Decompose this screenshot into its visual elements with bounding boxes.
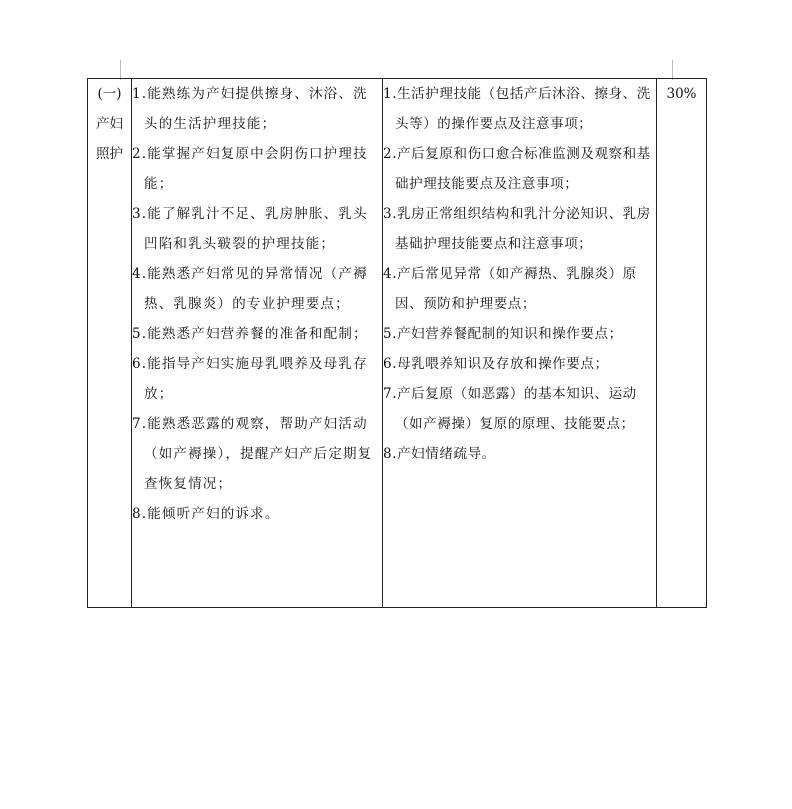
skill-item-8: 8.能倾听产妇的诉求。: [132, 506, 280, 522]
weight-value: 30%: [666, 86, 697, 102]
weight-cell: [657, 79, 707, 608]
skill-item-1: 1.能熟练为产妇提供擦身、沐浴、洗头的生活护理技能；: [132, 86, 368, 132]
table-row: [88, 79, 707, 608]
category-name-line-2: 照护: [96, 146, 123, 162]
skill-item-4: 4.能熟悉产妇常见的异常情况（产褥热、乳腺炎）的专业护理要点；: [132, 266, 368, 312]
skill-requirements-cell: [132, 79, 383, 608]
knowledge-item-7: 7.产后复原（如恶露）的基本知识、运动（如产褥操）复原的原理、技能要点；: [383, 386, 637, 432]
skill-item-3: 3.能了解乳汁不足、乳房肿胀、乳头凹陷和乳头皲裂的护理技能；: [132, 206, 368, 252]
knowledge-item-6: 6.母乳喂养知识及存放和操作要点；: [383, 356, 609, 372]
skill-item-6: 6.能指导产妇实施母乳喂养及母乳存放；: [132, 356, 368, 402]
category-number: (一): [97, 86, 122, 102]
crop-mark-right-vertical: [672, 60, 673, 80]
training-content-table: [87, 78, 707, 608]
skill-item-5: 5.能熟悉产妇营养餐的准备和配制；: [132, 326, 368, 342]
knowledge-item-4: 4.产后常见异常（如产褥热、乳腺炎）原因、预防和护理要点；: [383, 266, 637, 312]
knowledge-item-8: 8.产妇情绪疏导。: [383, 446, 496, 462]
skill-item-7: 7.能熟悉恶露的观察，帮助产妇活动（如产褥操），提醒产妇产后定期复查恢复情况；: [132, 416, 373, 492]
knowledge-item-5: 5.产妇营养餐配制的知识和操作要点；: [383, 326, 623, 342]
skill-item-2: 2.能掌握产妇复原中会阴伤口护理技能；: [132, 146, 368, 192]
crop-mark-left-vertical: [120, 60, 121, 80]
category-name-line-1: 产妇: [96, 116, 123, 132]
category-cell: [88, 79, 132, 608]
knowledge-item-1: 1.生活护理技能（包括产后沐浴、擦身、洗头等）的操作要点及注意事项；: [383, 86, 651, 132]
knowledge-requirements-cell: [383, 79, 657, 608]
knowledge-item-2: 2.产后复原和伤口愈合标准监测及观察和基础护理技能要点及注意事项；: [383, 146, 651, 192]
knowledge-item-3: 3.乳房正常组织结构和乳汁分泌知识、乳房基础护理技能要点和注意事项；: [383, 206, 651, 252]
